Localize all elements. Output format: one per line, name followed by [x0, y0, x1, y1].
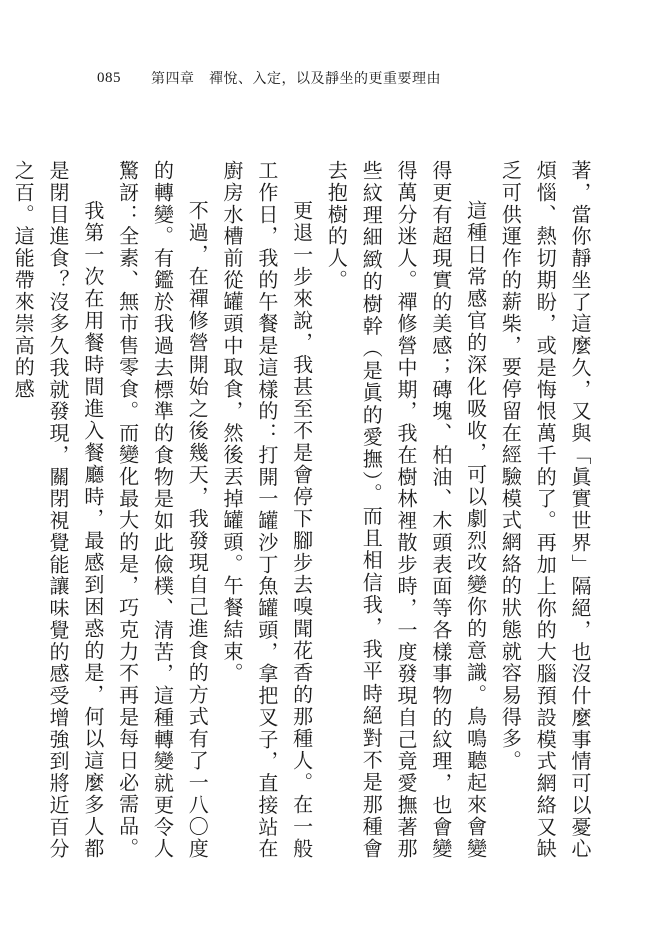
paragraph: 不過，在禪修營開始之後幾天，我發現自己進食的方式有了一八〇度的轉變。有鑑於我過去標準的食物是如此儉樸、清苦，這種轉變就更令人驚訝：全素、無市售零食。而變化最大的是，巧克力不再是每日必需品。: [115, 160, 210, 860]
page-header: [97, 66, 603, 90]
chapter-title: 第四章 禪悅、入定，以及靜坐的更重要理由: [151, 71, 441, 87]
body-text: [11, 160, 597, 860]
paragraph: 這種日常感官的深化吸收，可以劇烈改變你的意識。鳥鳴聽起來會變得更有超現實的美感；磚塊、柏油、木頭表面等各樣事物的紋理，也會變得萬分迷人。禪修營中期，我在樹林裡散步時，一度發現自己竟愛撫著那些紋理細緻的樹幹（是眞的愛撫）。而且相信我，我平時絕對不是那種會去抱樹的人。: [324, 160, 488, 860]
paragraph: 更退一步來說，我甚至不是會停下腳步去嗅聞花香的那種人。在一般工作日，我的午餐是這樣的：打開一罐沙丁魚罐頭，拿把叉子，直接站在廚房水槽前從罐頭中取食，然後丟掉罐頭。午餐結束。: [220, 160, 314, 860]
paragraph: 我第一次在用餐時間進入餐廳時，最感到困惑的是，何以這麼多人都是閉目進食？沒多久我就發現，關閉視覺能讓味覺的感受增強到將近百分之百。這能帶來崇高的感: [11, 160, 105, 860]
paragraph: 著，當你靜坐了這麼久，又與「眞實世界」隔絕，也沒什麼事情可以憂心煩惱、熱切期盼，或是悔恨萬千的了。再加上你的大腦預設模式網絡又缺乏可供運作的薪柴，要停留在經驗模式網絡的狀態就容易得多。: [498, 160, 592, 860]
page-number: 085: [97, 69, 121, 86]
